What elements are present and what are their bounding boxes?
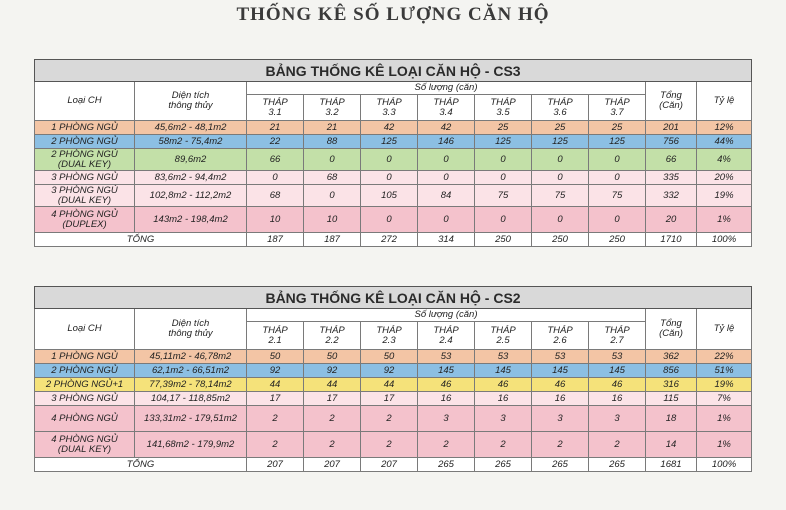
- cell-count: 0: [361, 149, 418, 171]
- cell-ratio: 19%: [697, 378, 752, 392]
- header-tower: THÁP 3.5: [475, 95, 532, 121]
- cell-count: 0: [589, 149, 646, 171]
- table-header-row: [35, 82, 752, 95]
- cell-count: 66: [247, 149, 304, 171]
- cell-count: 0: [532, 207, 589, 233]
- table-row: [35, 364, 752, 378]
- cell-count: 2: [589, 432, 646, 458]
- cell-count: 53: [532, 350, 589, 364]
- cell-count: 44: [361, 378, 418, 392]
- cell-count: 145: [475, 364, 532, 378]
- table-row: [35, 392, 752, 406]
- cell-total: 335: [646, 171, 697, 185]
- header-tower: THÁP 3.7: [589, 95, 646, 121]
- header-type: Loại CH: [35, 82, 135, 121]
- header-tower: THÁP 2.2: [304, 322, 361, 350]
- cell-total: 14: [646, 432, 697, 458]
- cell-count: 2: [361, 432, 418, 458]
- cell-count: 42: [361, 121, 418, 135]
- cell-apartment-type: 2 PHÒNG NGỦ: [35, 135, 135, 149]
- cell-count: 21: [247, 121, 304, 135]
- cell-ratio: 44%: [697, 135, 752, 149]
- cell-count: 92: [361, 364, 418, 378]
- cell-total: 316: [646, 378, 697, 392]
- cell-total: 756: [646, 135, 697, 149]
- table-title: BẢNG THỐNG KÊ LOẠI CĂN HỘ - CS2: [35, 287, 752, 309]
- table-row: [35, 406, 752, 432]
- cell-ratio: 1%: [697, 432, 752, 458]
- cell-count: 17: [247, 392, 304, 406]
- cell-count: 44: [247, 378, 304, 392]
- header-total: Tổng (Căn): [646, 82, 697, 121]
- header-tower: THÁP 2.5: [475, 322, 532, 350]
- total-count: 207: [361, 458, 418, 472]
- cell-count: 2: [532, 432, 589, 458]
- cell-count: 16: [475, 392, 532, 406]
- cell-count: 3: [418, 406, 475, 432]
- cell-count: 2: [304, 406, 361, 432]
- cell-count: 46: [475, 378, 532, 392]
- cell-count: 145: [532, 364, 589, 378]
- table-row: [35, 135, 752, 149]
- cell-total: 201: [646, 121, 697, 135]
- cell-count: 75: [532, 185, 589, 207]
- table-row: [35, 350, 752, 364]
- cell-area: 143m2 - 198,4m2: [135, 207, 247, 233]
- cell-apartment-type: 2 PHÒNG NGỦ (DUAL KEY): [35, 149, 135, 171]
- cell-count: 68: [247, 185, 304, 207]
- cell-count: 3: [589, 406, 646, 432]
- header-tower: THÁP 3.1: [247, 95, 304, 121]
- cell-count: 50: [361, 350, 418, 364]
- cell-count: 0: [475, 171, 532, 185]
- header-tower: THÁP 2.6: [532, 322, 589, 350]
- cell-apartment-type: 3 PHÒNG NGỦ: [35, 392, 135, 406]
- cell-count: 68: [304, 171, 361, 185]
- cell-apartment-type: 4 PHÒNG NGỦ (DUPLEX): [35, 207, 135, 233]
- cell-ratio: 22%: [697, 350, 752, 364]
- total-sum: 1710: [646, 233, 697, 247]
- cell-count: 50: [304, 350, 361, 364]
- cell-area: 77,39m2 - 78,14m2: [135, 378, 247, 392]
- cell-apartment-type: 1 PHÒNG NGỦ: [35, 121, 135, 135]
- total-count: 207: [304, 458, 361, 472]
- cell-count: 16: [589, 392, 646, 406]
- page-title: THỐNG KÊ SỐ LƯỢNG CĂN HỘ: [236, 4, 550, 25]
- total-label: TỔNG: [35, 458, 247, 472]
- cell-count: 46: [532, 378, 589, 392]
- total-count: 265: [418, 458, 475, 472]
- table-row: [35, 185, 752, 207]
- header-quantity: Số lượng (căn): [247, 82, 646, 95]
- table-row: [35, 207, 752, 233]
- cell-count: 0: [247, 171, 304, 185]
- table-title: BẢNG THỐNG KÊ LOẠI CĂN HỘ - CS3: [35, 60, 752, 82]
- cell-ratio: 1%: [697, 406, 752, 432]
- cell-area: 62,1m2 - 66,51m2: [135, 364, 247, 378]
- total-count: 265: [532, 458, 589, 472]
- cell-count: 0: [361, 171, 418, 185]
- cell-area: 45,11m2 - 46,78m2: [135, 350, 247, 364]
- cell-total: 66: [646, 149, 697, 171]
- cell-count: 53: [418, 350, 475, 364]
- cell-count: 0: [475, 149, 532, 171]
- table-cs3: [34, 59, 752, 247]
- cell-count: 2: [247, 432, 304, 458]
- total-label: TỔNG: [35, 233, 247, 247]
- header-total: Tổng (Căn): [646, 309, 697, 350]
- table-row: [35, 149, 752, 171]
- cell-count: 75: [589, 185, 646, 207]
- cell-area: 102,8m2 - 112,2m2: [135, 185, 247, 207]
- header-tower: THÁP 3.2: [304, 95, 361, 121]
- header-tower: THÁP 2.3: [361, 322, 418, 350]
- header-tower: THÁP 3.6: [532, 95, 589, 121]
- cell-count: 22: [247, 135, 304, 149]
- cell-count: 2: [304, 432, 361, 458]
- header-tower: THÁP 2.4: [418, 322, 475, 350]
- cell-total: 332: [646, 185, 697, 207]
- cell-count: 92: [247, 364, 304, 378]
- cell-count: 46: [589, 378, 646, 392]
- cell-count: 0: [532, 171, 589, 185]
- cell-count: 105: [361, 185, 418, 207]
- cell-count: 125: [532, 135, 589, 149]
- cell-count: 92: [304, 364, 361, 378]
- header-ratio: Tỷ lệ: [697, 309, 752, 350]
- cell-count: 10: [304, 207, 361, 233]
- cell-area: 45,6m2 - 48,1m2: [135, 121, 247, 135]
- total-count: 250: [475, 233, 532, 247]
- header-tower: THÁP 2.7: [589, 322, 646, 350]
- cell-count: 46: [418, 378, 475, 392]
- cell-count: 125: [475, 135, 532, 149]
- cell-apartment-type: 2 PHÒNG NGỦ+1: [35, 378, 135, 392]
- header-quantity: Số lượng (căn): [247, 309, 646, 322]
- cell-count: 2: [418, 432, 475, 458]
- cell-count: 88: [304, 135, 361, 149]
- total-count: 250: [532, 233, 589, 247]
- cell-ratio: 12%: [697, 121, 752, 135]
- cell-count: 17: [304, 392, 361, 406]
- cell-ratio: 19%: [697, 185, 752, 207]
- total-count: 272: [361, 233, 418, 247]
- cell-count: 0: [532, 149, 589, 171]
- table-row: [35, 121, 752, 135]
- cell-count: 2: [247, 406, 304, 432]
- cell-ratio: 20%: [697, 171, 752, 185]
- cell-ratio: 7%: [697, 392, 752, 406]
- cell-total: 856: [646, 364, 697, 378]
- cell-area: 89,6m2: [135, 149, 247, 171]
- cell-count: 25: [532, 121, 589, 135]
- total-count: 250: [589, 233, 646, 247]
- cell-count: 125: [589, 135, 646, 149]
- cell-count: 75: [475, 185, 532, 207]
- table-row: [35, 432, 752, 458]
- cell-count: 2: [475, 432, 532, 458]
- cell-count: 0: [361, 207, 418, 233]
- cell-count: 2: [361, 406, 418, 432]
- cell-apartment-type: 2 PHÒNG NGỦ: [35, 364, 135, 378]
- table-header-row: [35, 309, 752, 322]
- table-total-row: [35, 458, 752, 472]
- cell-apartment-type: 3 PHÒNG NGỦ: [35, 171, 135, 185]
- cell-count: 3: [475, 406, 532, 432]
- cell-count: 25: [475, 121, 532, 135]
- cell-count: 16: [418, 392, 475, 406]
- cell-area: 58m2 - 75,4m2: [135, 135, 247, 149]
- cell-apartment-type: 4 PHÒNG NGỦ (DUAL KEY): [35, 432, 135, 458]
- cell-count: 0: [418, 207, 475, 233]
- total-count: 187: [304, 233, 361, 247]
- total-count: 265: [475, 458, 532, 472]
- header-area: Diện tích thông thủy: [135, 82, 247, 121]
- cell-count: 0: [304, 149, 361, 171]
- cell-count: 0: [418, 171, 475, 185]
- cell-count: 3: [532, 406, 589, 432]
- cell-apartment-type: 1 PHÒNG NGỦ: [35, 350, 135, 364]
- cell-count: 21: [304, 121, 361, 135]
- cell-total: 362: [646, 350, 697, 364]
- cell-count: 44: [304, 378, 361, 392]
- cell-total: 20: [646, 207, 697, 233]
- cell-count: 145: [589, 364, 646, 378]
- cell-count: 0: [304, 185, 361, 207]
- cell-count: 10: [247, 207, 304, 233]
- cell-area: 141,68m2 - 179,9m2: [135, 432, 247, 458]
- cell-count: 84: [418, 185, 475, 207]
- cell-area: 133,31m2 - 179,51m2: [135, 406, 247, 432]
- table-cs2: [34, 286, 752, 472]
- header-tower: THÁP 3.4: [418, 95, 475, 121]
- total-ratio: 100%: [697, 458, 752, 472]
- cell-apartment-type: 4 PHÒNG NGỦ: [35, 406, 135, 432]
- cell-area: 104,17 - 118,85m2: [135, 392, 247, 406]
- cell-area: 83,6m2 - 94,4m2: [135, 171, 247, 185]
- cell-total: 115: [646, 392, 697, 406]
- header-tower: THÁP 2.1: [247, 322, 304, 350]
- cell-apartment-type: 3 PHÒNG NGỦ (DUAL KEY): [35, 185, 135, 207]
- cell-count: 42: [418, 121, 475, 135]
- header-ratio: Tỷ lệ: [697, 82, 752, 121]
- total-count: 207: [247, 458, 304, 472]
- cell-count: 53: [475, 350, 532, 364]
- cell-count: 25: [589, 121, 646, 135]
- cell-count: 16: [532, 392, 589, 406]
- table-row: [35, 378, 752, 392]
- cell-ratio: 51%: [697, 364, 752, 378]
- header-tower: THÁP 3.3: [361, 95, 418, 121]
- table-total-row: [35, 233, 752, 247]
- cell-count: 125: [361, 135, 418, 149]
- total-count: 314: [418, 233, 475, 247]
- cell-count: 146: [418, 135, 475, 149]
- cell-count: 17: [361, 392, 418, 406]
- cell-count: 53: [589, 350, 646, 364]
- cell-total: 18: [646, 406, 697, 432]
- total-ratio: 100%: [697, 233, 752, 247]
- cell-count: 0: [589, 171, 646, 185]
- cell-count: 0: [475, 207, 532, 233]
- cell-count: 0: [589, 207, 646, 233]
- total-count: 187: [247, 233, 304, 247]
- cell-count: 50: [247, 350, 304, 364]
- table-caption-row: [35, 287, 752, 309]
- total-count: 265: [589, 458, 646, 472]
- table-row: [35, 171, 752, 185]
- header-area: Diện tích thông thủy: [135, 309, 247, 350]
- cell-count: 145: [418, 364, 475, 378]
- table-caption-row: [35, 60, 752, 82]
- cell-ratio: 1%: [697, 207, 752, 233]
- header-type: Loại CH: [35, 309, 135, 350]
- cell-ratio: 4%: [697, 149, 752, 171]
- total-sum: 1681: [646, 458, 697, 472]
- cell-count: 0: [418, 149, 475, 171]
